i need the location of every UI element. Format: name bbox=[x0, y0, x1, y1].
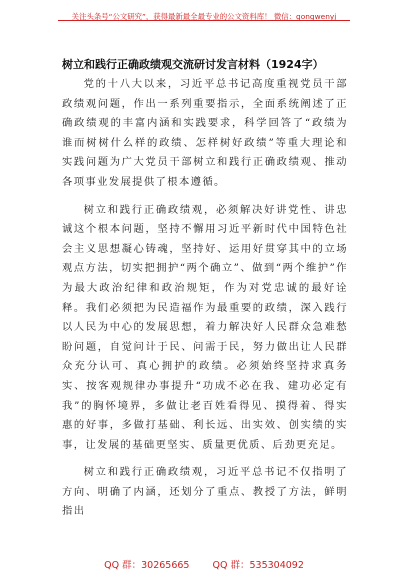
footer-contact bbox=[0, 557, 408, 571]
paragraph-1: 党的十八大以来，习近平总书记高度重视党员干部政绩观问题，作出一系列重要指示，全面系统阐述了正确政绩观的丰富内涵和实践要求，科学回答了“政绩为谁而树树什么样的政绩、怎样树好政绩”等重大理论和实践问题为广大党员干部树立和践行正确政绩观、推动各项事业发展提供了根本遵循。 bbox=[62, 78, 348, 188]
footer-qq-group-2: QQ 群：535304092 bbox=[212, 560, 304, 571]
banner-divider bbox=[58, 20, 350, 21]
document-title: 树立和践行正确政绩观交流研讨发言材料（1924字） bbox=[62, 58, 324, 71]
promo-banner-text: 关注头条号“公文研究”，获得最新最全最专业的公文资料库！ 微信：gongwenyj bbox=[71, 12, 337, 21]
document-body bbox=[62, 75, 348, 530]
paragraph-2: 树立和践行正确政绩观，必须解决好讲党性、讲忠诚这个根本问题，坚持不懈用习近平新时代中国特色社会主义思想凝心铸魂，坚持好、运用好贯穿其中的立场观点方法，切实把拥护“两个确立”、做到“两个维护”作为最大政治纪律和政治规矩，作为对党忠诚的最好诠释。我们必须把为民造福作为最重要的政绩，深入践行以人民为中心的发展思想，着力解决好人民群众急难愁盼问题，自觉问计于民、问需于民，努力做出让人民群众充分认可、真心拥护的政绩。必须始终坚持求真务实、按客观规律办事提升“功成不必在我、建功必定有我”的胸怀境界，多做让老百姓看得见、摸得着、得实惠的好事，多做打基础、利长远、出实效、创实绩的实事，让发展的基础更坚实、质量更优质、后劲更充足。 bbox=[62, 203, 348, 451]
paragraph-3: 树立和践行正确政绩观，习近平总书记不仅指明了方向、明确了内涵，还划分了重点、教授了方法，鲜明指出 bbox=[62, 466, 348, 518]
footer-qq-group-1: QQ 群：30265665 bbox=[104, 560, 190, 571]
